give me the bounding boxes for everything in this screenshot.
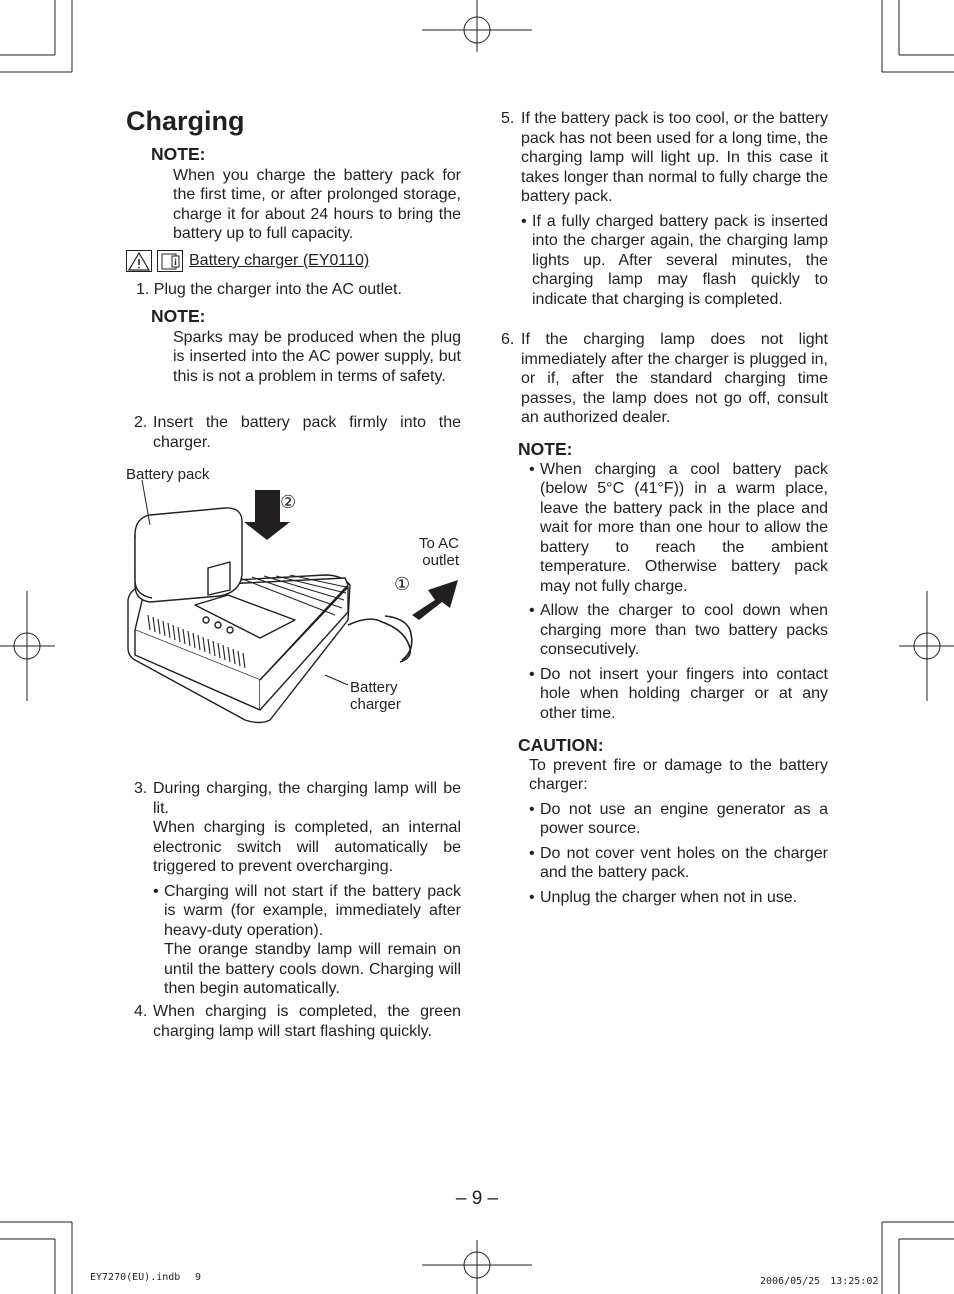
note-text: When you charge the battery pack for the first time, or after prolonged storage, charge it for about 24 hours to bring the battery up to full capacity. bbox=[173, 166, 461, 242]
note-heading: NOTE: bbox=[518, 439, 573, 459]
bullet-item: • Do not insert your fingers into contact hole when holding charger or at any other time. bbox=[529, 665, 828, 722]
bullet-item: • Unplug the charger when not in use. bbox=[529, 888, 828, 908]
bullet-text: Charging will not start if the battery pack is warm (for example, immediately after heavy-duty operation). bbox=[164, 882, 461, 939]
bullet-text: Do not insert your fingers into contact hole when holding charger or at any other time. bbox=[540, 665, 828, 722]
slug-timestamp: 2006/05/25 13:25:02 bbox=[760, 1276, 879, 1287]
bullet-text: When charging a cool battery pack (below 5°C (41°F)) in a warm place, leave the battery pack in the place and wait for more than one hour to allow the battery to reach the ambient temperature. Otherwise battery pack may not fully charge. bbox=[540, 460, 828, 595]
caution-text: To prevent fire or damage to the battery charger: bbox=[529, 756, 828, 793]
warning-icon bbox=[126, 250, 152, 272]
label-battery-pack: Battery pack bbox=[126, 466, 210, 483]
bullet-text: Unplug the charger when not in use. bbox=[540, 888, 798, 906]
step-1: 1. Plug the charger into the AC outlet. bbox=[136, 281, 402, 298]
step-2 bbox=[134, 413, 461, 452]
manual-info-icon bbox=[157, 250, 183, 272]
step-text: If the battery pack is too cool, or the battery pack has not been used for a long time, the charging lamp will light up. In this case it takes longer than normal to fully charge the battery pack. bbox=[521, 110, 828, 205]
bullet-text: Allow the charger to cool down when charging more than two battery packs consecutively. bbox=[540, 602, 828, 658]
caution-heading: CAUTION: bbox=[518, 735, 604, 755]
bullet-item: • Do not cover vent holes on the charger and the battery pack. bbox=[529, 844, 828, 881]
bullet-item: • If a fully charged battery pack is inserted into the charger again, the charging lamp lights up. After several minutes, the charging lamp may flash quickly to indicate that charging is completed. bbox=[521, 212, 828, 308]
note-heading: NOTE: bbox=[151, 306, 206, 326]
label-battery-charger: Battery charger bbox=[350, 679, 401, 713]
bullet-text: Do not use an engine generator as a power source. bbox=[540, 800, 828, 837]
bullet-item: • Do not use an engine generator as a power source. bbox=[529, 800, 828, 837]
step-number: 2. bbox=[134, 414, 148, 431]
step-text: When charging is completed, the green charging lamp will start flashing quickly. bbox=[153, 1003, 461, 1040]
marker-2: ② bbox=[280, 492, 297, 512]
step-text: Insert the battery pack firmly into the charger. bbox=[153, 414, 461, 451]
step-number: 4. bbox=[134, 1003, 148, 1020]
note-text: Sparks may be produced when the plug is inserted into the AC power supply, but this is not a problem in terms of safety. bbox=[173, 328, 461, 385]
bullet-text: The orange standby lamp will remain on until the battery cools down. Charging will then begin automatically. bbox=[164, 941, 461, 997]
step-text: If the charging lamp does not light immediately after the charger is plugged in, or if, after the standard charging time passes, the lamp does not go off, consult an authorized dealer. bbox=[521, 331, 828, 426]
step-4 bbox=[134, 1002, 461, 1041]
label-ac-outlet: To AC outlet bbox=[418, 535, 459, 569]
note-heading: NOTE: bbox=[151, 144, 206, 164]
slug-file: EY7270(EU).indb bbox=[90, 1272, 181, 1283]
step-number: 5. bbox=[501, 110, 515, 127]
bullet-item: • Allow the charger to cool down when charging more than two battery packs consecutively. bbox=[529, 602, 828, 658]
bullet-item: • When charging a cool battery pack (below 5°C (41°F)) in a warm place, leave the battery pack in the place and wait for more than one hour to allow the battery to reach the ambient temperature. Otherwise battery pack may not fully charge. bbox=[529, 460, 828, 595]
step-5 bbox=[501, 109, 828, 309]
bullet-text: Do not cover vent holes on the charger and the battery pack. bbox=[540, 844, 828, 881]
svg-text:i: i bbox=[174, 257, 177, 267]
step-number: 6. bbox=[501, 331, 515, 348]
page-number: – 9 – bbox=[455, 1188, 499, 1209]
note-block-1 bbox=[151, 145, 461, 244]
charger-illustration bbox=[120, 480, 470, 730]
bullet-text: If a fully charged battery pack is inserted into the charger again, the charging lamp lights up. After several minutes, the charging lamp may flash quickly to indicate that charging is completed. bbox=[532, 212, 828, 308]
step-3 bbox=[134, 779, 461, 999]
step-text: When charging is completed, an internal electronic switch will automatically be triggered to prevent overcharging. bbox=[153, 819, 461, 875]
note-block-3 bbox=[518, 440, 828, 723]
step-6 bbox=[501, 330, 828, 428]
caution-block bbox=[518, 736, 828, 907]
step-text: During charging, the charging lamp will be lit. bbox=[153, 780, 461, 817]
charger-reference: Battery charger (EY0110) bbox=[189, 252, 370, 269]
reference-line bbox=[126, 250, 369, 272]
bullet-item: • Charging will not start if the battery pack is warm (for example, immediately after heavy-duty operation). The orange standby lamp will remain on until the battery cools down. Charging will then begin automatically. bbox=[153, 882, 461, 997]
note-block-2 bbox=[151, 307, 461, 386]
step-number: 3. bbox=[134, 780, 148, 797]
page-title: Charging bbox=[126, 106, 245, 136]
slug-page: 9 bbox=[195, 1272, 202, 1283]
marker-1: ① bbox=[394, 574, 411, 594]
